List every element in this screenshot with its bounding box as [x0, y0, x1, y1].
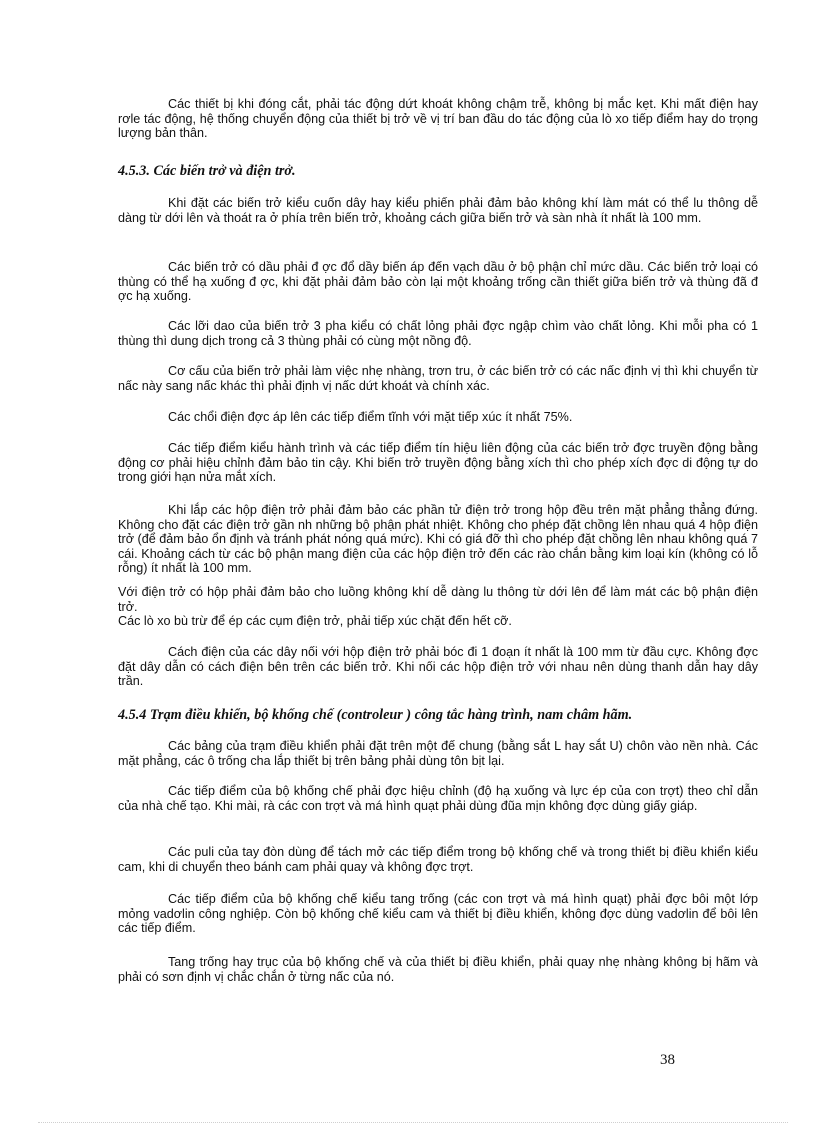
paragraph-compensating-springs: Các lò xo bù trừ để ép các cụm điện trở, phải tiếp xúc chặt đến hết cỡ. — [118, 614, 512, 628]
paragraph-brushes: Các chổi điện đợc áp lên các tiếp điểm tĩnh với mặt tiếp xúc ít nhất 75%. — [168, 410, 573, 424]
section-heading-4-5-3: 4.5.3. Các biến trở và điện trở. — [118, 163, 296, 179]
paragraph-boxed-resistor-airflow: Với điện trở có hộp phải đảm bảo cho luồng không khí dễ dàng lu thông từ dới lên để làm mát các bộ phận điện trở. — [118, 585, 758, 614]
paragraph-oil-rheostat: Các biến trở có dầu phải đ ợc đổ dầy biến áp đến vạch dầu ở bộ phận chỉ mức dầu. Các biến trở loại có thùng có thể hạ xuống đ ợc, khi đặt phải đảm bảo còn lại một khoảng trống cần thiết giữa biến trở và thùng đã đ ợc hạ xuống. — [118, 260, 758, 303]
paragraph-travel-contacts: Các tiếp điểm kiểu hành trình và các tiếp điểm tín hiệu liên động của các biến trở đợc truyền động bằng động cơ phải hiệu chỉnh đảm bảo tin cậy. Khi biến trở truyền động bằng xích thì cho phép xích đợc di động tự do trong giới hạn nửa mắt xích. — [118, 441, 758, 484]
paragraph-lever-pulleys: Các puli của tay đòn dùng để tách mở các tiếp điểm trong bộ khống chế và trong thiết bị điều khiển kiểu cam, khi di chuyển theo bánh cam phải quay và không đợc trợt. — [118, 845, 758, 874]
paragraph-control-station-panels: Các bảng của trạm điều khiển phải đặt trên một đế chung (bằng sắt L hay sắt U) chôn vào nền nhà. Các mặt phẳng, các ô trống cha lắp thiết bị trên bảng phải dùng tôn bịt lại. — [118, 739, 758, 768]
paragraph-rheostat-cooling: Khi đặt các biến trở kiểu cuốn dây hay kiểu phiến phải đảm bảo không khí làm mát có thể lu thông dễ dàng từ dới lên và thoát ra ở phía trên biến trở, khoảng cách giữa biến trở và sàn nhà ít nhất là 100 mm. — [118, 196, 758, 225]
paragraph-switching-devices: Các thiết bị khi đóng cắt, phải tác động dứt khoát không chậm trễ, không bị mắc kẹt. Khi mất điện hay rơle tác động, hệ thống chuyển động của thiết bị trở về vị trí ban đầu do tác động của lò xo tiếp điểm hay do trọng lượng bản thân. — [118, 97, 758, 140]
paragraph-three-phase-blades: Các lỡi dao của biến trở 3 pha kiểu có chất lỏng phải đợc ngập chìm vào chất lỏng. Khi mỗi pha có 1 thùng thì dung dịch trong cả 3 thùng phải có cùng một nồng độ. — [118, 319, 758, 348]
paragraph-resistor-boxes: Khi lắp các hộp điện trở phải đảm bảo các phần tử điện trở trong hộp đều trên mặt phẳng thẳng đứng. Không cho đặt các điện trở gần nh những bộ phận phát nhiệt. Không cho phép đặt chồng lên nhau quá 4 hộp điện trở (để đảm bảo ổn định và tránh phát nóng quá mức). Khi có giá đỡ thì cho phép đặt chồng lên nhau không quá 7 cái. Khoảng cách từ các bộ phận mang điện của các hộp điện trở đến các rào chắn bằng kim loại kín (không có lỗ rỗng) ít nhất là 100 mm. — [118, 503, 758, 575]
page-number: 38 — [660, 1052, 675, 1068]
paragraph-controller-contacts: Các tiếp điểm của bộ khống chế phải đợc hiệu chỉnh (độ hạ xuống và lực ép của con trợt) theo chỉ dẫn của nhà chế tạo. Khi mài, rà các con trợt và má hình quạt phải dùng đũa mịn không đợc dùng giấy giáp. — [118, 784, 758, 813]
paragraph-drum-contacts: Các tiếp điểm của bộ khống chế kiểu tang trống (các con trợt và má hình quạt) phải đợc bôi một lớp mỏng vadơlin công nghiệp. Còn bộ khống chế kiểu cam và thiết bị điều khiển, không đợc dùng vadơlin để bôi lên các tiếp điểm. — [118, 892, 758, 935]
paragraph-wire-insulation: Cách điện của các dây nối với hộp điện trở phải bóc đi 1 đoạn ít nhất là 100 mm từ đầu cực. Không đợc đặt dây dẫn có cách điện bên trên các biến trở. Khi nối các hộp điện trở với nhau nên dùng thanh dẫn hay dây trần. — [118, 645, 758, 688]
paragraph-mechanism: Cơ cấu của biến trở phải làm việc nhẹ nhàng, trơn tru, ở các biến trở có các nấc định vị thì khi chuyển từ nấc này sang nấc khác thì phải định vị nấc dứt khoát và chính xác. — [118, 364, 758, 393]
paragraph-drum-shaft: Tang trống hay trục của bộ khống chế và của thiết bị điều khiển, phải quay nhẹ nhàng không bị hãm và phải có sơn định vị chắc chắn ở từng nấc của nó. — [118, 955, 758, 984]
section-heading-4-5-4: 4.5.4 Trạm điều khiển, bộ khống chế (controleur ) công tắc hàng trình, nam châm hãm. — [118, 707, 633, 723]
